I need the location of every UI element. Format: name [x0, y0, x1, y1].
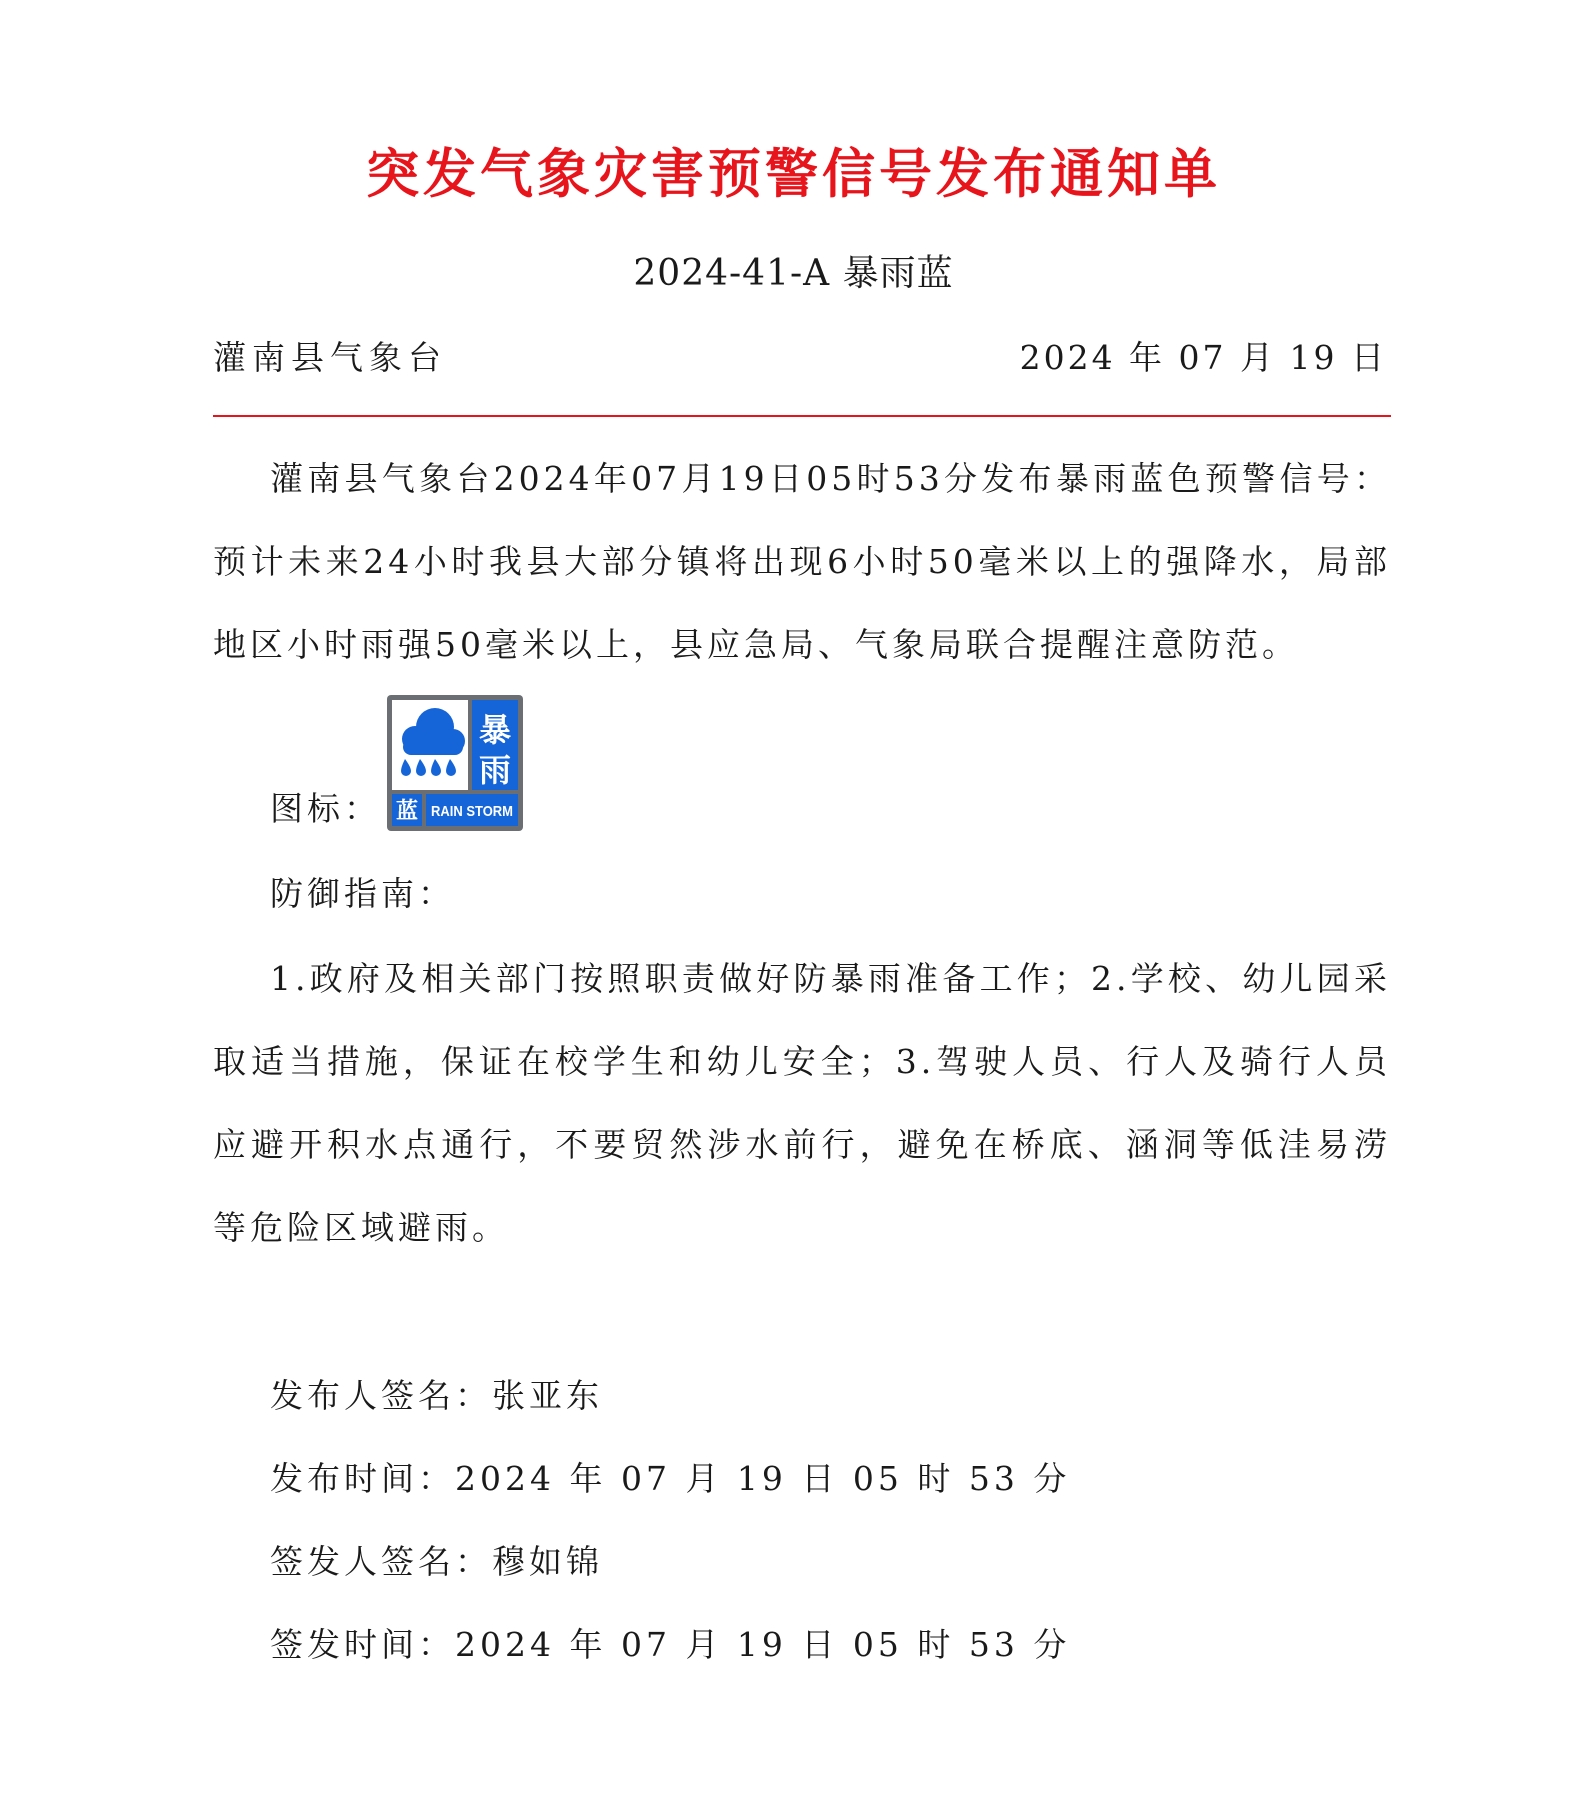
icon-char-bottom: 雨: [478, 751, 512, 789]
publish-time: 发布时间：2024 年 07 月 19 日 05 时 53 分: [270, 1459, 1071, 1498]
header-divider: [213, 415, 1391, 417]
issuer-name: 灌南县气象台: [213, 338, 447, 377]
sign-time: 签发时间：2024 年 07 月 19 日 05 时 53 分: [270, 1625, 1071, 1664]
icon-level-char: 蓝: [395, 799, 419, 824]
announcement-text: 灌南县气象台2024年07月19日05时53分发布暴雨蓝色预警信号：预计未来24小时我县大部分镇将出现6小时50毫米以上的强降水，局部地区小时雨强50毫米以上，县应急局、气象局联合提醒注意防范。: [213, 459, 1391, 664]
signer-signature: 签发人签名：穆如锦: [270, 1542, 603, 1581]
guide-text: 1.政府及相关部门按照职责做好防暴雨准备工作；2.学校、幼儿园采取适当措施，保证在校学生和幼儿安全；3.驾驶人员、行人及骑行人员应避开积水点通行，不要贸然涉水前行，避免在桥底、涵洞等低洼易涝等危险区域避雨。: [213, 959, 1391, 1247]
icon-english-label: RAIN STORM: [431, 803, 513, 820]
icon-char-top: 暴: [478, 711, 512, 749]
icon-label: 图标：: [270, 789, 381, 828]
rainstorm-blue-signal-icon: [387, 695, 523, 831]
publisher-signature: 发布人签名：张亚东: [270, 1376, 603, 1415]
document-number: 2024-41-A 暴雨蓝: [633, 253, 954, 294]
document-title: 突发气象灾害预警信号发布通知单: [366, 144, 1221, 205]
issue-date: 2024 年 07 月 19 日: [1019, 338, 1387, 377]
guide-heading: 防御指南：: [270, 874, 455, 913]
icon-row: [270, 696, 523, 831]
